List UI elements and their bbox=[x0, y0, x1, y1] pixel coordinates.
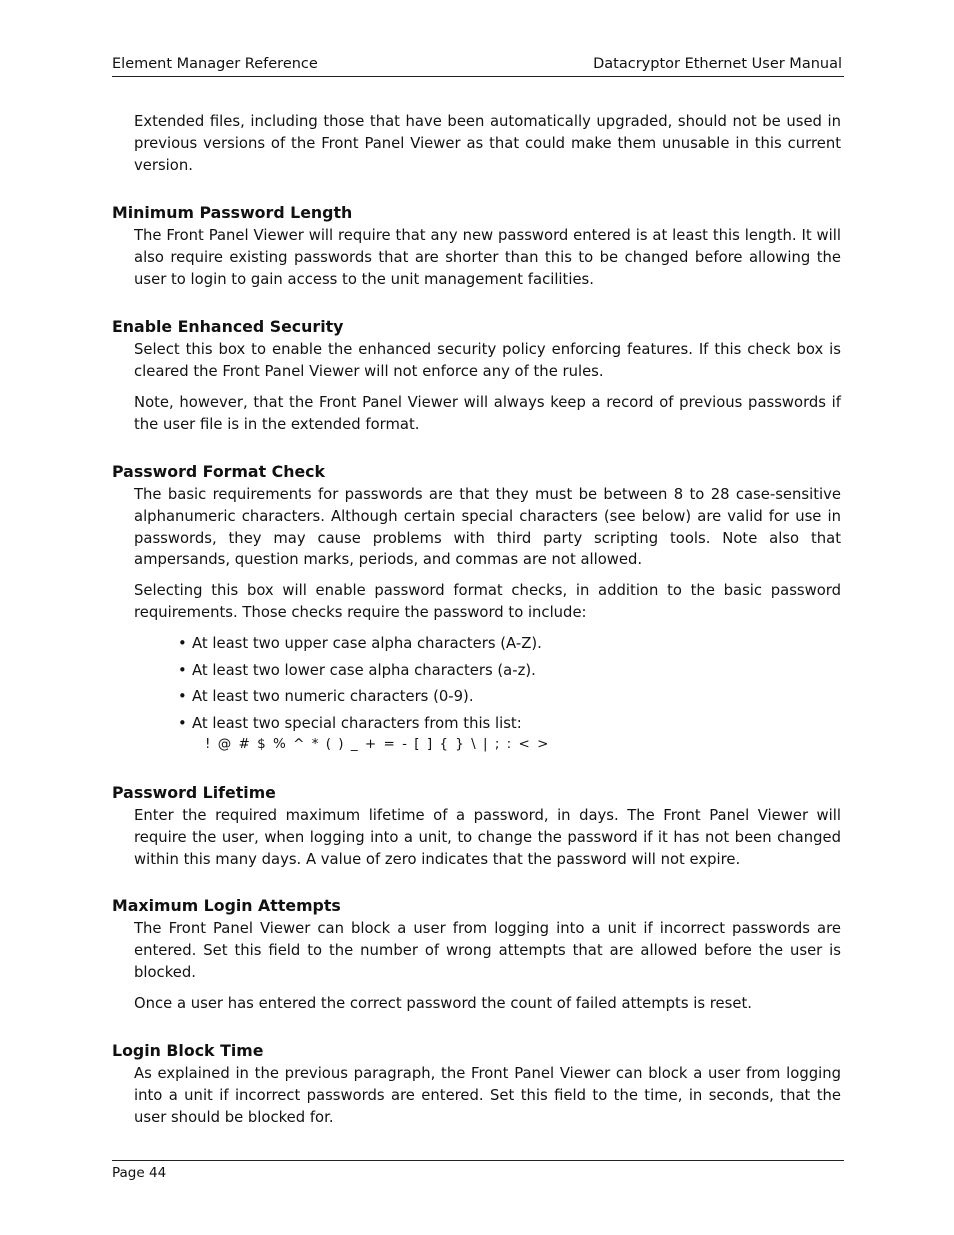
max-attempts-paragraph-1: The Front Panel Viewer can block a user from logging into a unit if incorrect passwords are entered. Set this field to the number of wrong attempts that are allowed before the user is blocked. bbox=[134, 920, 841, 981]
list-item-text: At least two special characters from this list: bbox=[192, 714, 522, 732]
list-item: • At least two upper case alpha characters (A-Z). bbox=[176, 633, 550, 654]
page-footer bbox=[112, 1160, 844, 1181]
heading-enable-enhanced-security: Enable Enhanced Security bbox=[112, 317, 344, 336]
heading-maximum-login-attempts: Maximum Login Attempts bbox=[112, 896, 341, 915]
special-characters-list: ! @ # $ % ^ * ( ) _ + = - [ ] { } \ | ; : < > bbox=[205, 735, 550, 752]
list-item: • At least two numeric characters (0-9). bbox=[176, 686, 550, 707]
lifetime-paragraph: Enter the required maximum lifetime of a password, in days. The Front Panel Viewer will require the user, when logging into a unit, to change the password if it has not been changed within this many days. A value of zero indicates that the password will not expire. bbox=[134, 807, 841, 868]
block-time-paragraph: As explained in the previous paragraph, the Front Panel Viewer can block a user from logging into a unit if incorrect passwords are entered. Set this field to the time, in seconds, that the user should be blocked for. bbox=[134, 1065, 841, 1126]
format-check-paragraph-2: Selecting this box will enable password format checks, in addition to the basic password requirements. Those checks require the password to include: bbox=[134, 582, 841, 621]
heading-minimum-password-length: Minimum Password Length bbox=[112, 203, 353, 222]
enhanced-security-paragraph-2: Note, however, that the Front Panel Viewer will always keep a record of previous passwords if the user file is in the extended format. bbox=[134, 394, 841, 433]
list-item bbox=[176, 713, 550, 755]
enhanced-security-paragraph-1: Select this box to enable the enhanced security policy enforcing features. If this check box is cleared the Front Panel Viewer will not enforce any of the rules. bbox=[134, 341, 841, 380]
header-left-title: Element Manager Reference bbox=[112, 56, 318, 72]
intro-paragraph: Extended files, including those that have been automatically upgraded, should not be used in previous versions of the Front Panel Viewer as that could make them unusable in this current version. bbox=[134, 113, 841, 174]
min-password-paragraph: The Front Panel Viewer will require that any new password entered is at least this length. It will also require existing passwords that are shorter than this to be changed before allowing the user to login to gain access to the unit management facilities. bbox=[134, 227, 841, 288]
max-attempts-paragraph-2: Once a user has entered the correct password the count of failed attempts is reset. bbox=[134, 995, 752, 1012]
heading-password-format-check: Password Format Check bbox=[112, 462, 326, 481]
page-number: Page 44 bbox=[112, 1165, 167, 1181]
page-header bbox=[112, 56, 844, 77]
format-check-paragraph-1: The basic requirements for passwords are that they must be between 8 to 28 case-sensitive alphanumeric characters. Although certain special characters (see below) are valid for use in passwords, they may cause problems with third party scripting tools. Note also that ampersands, question marks, periods, and commas are not allowed. bbox=[134, 486, 841, 569]
header-right-title: Datacryptor Ethernet User Manual bbox=[593, 56, 842, 72]
format-requirements-list bbox=[176, 633, 550, 760]
heading-password-lifetime: Password Lifetime bbox=[112, 783, 276, 802]
heading-login-block-time: Login Block Time bbox=[112, 1041, 264, 1060]
list-item: • At least two lower case alpha characters (a-z). bbox=[176, 660, 550, 681]
